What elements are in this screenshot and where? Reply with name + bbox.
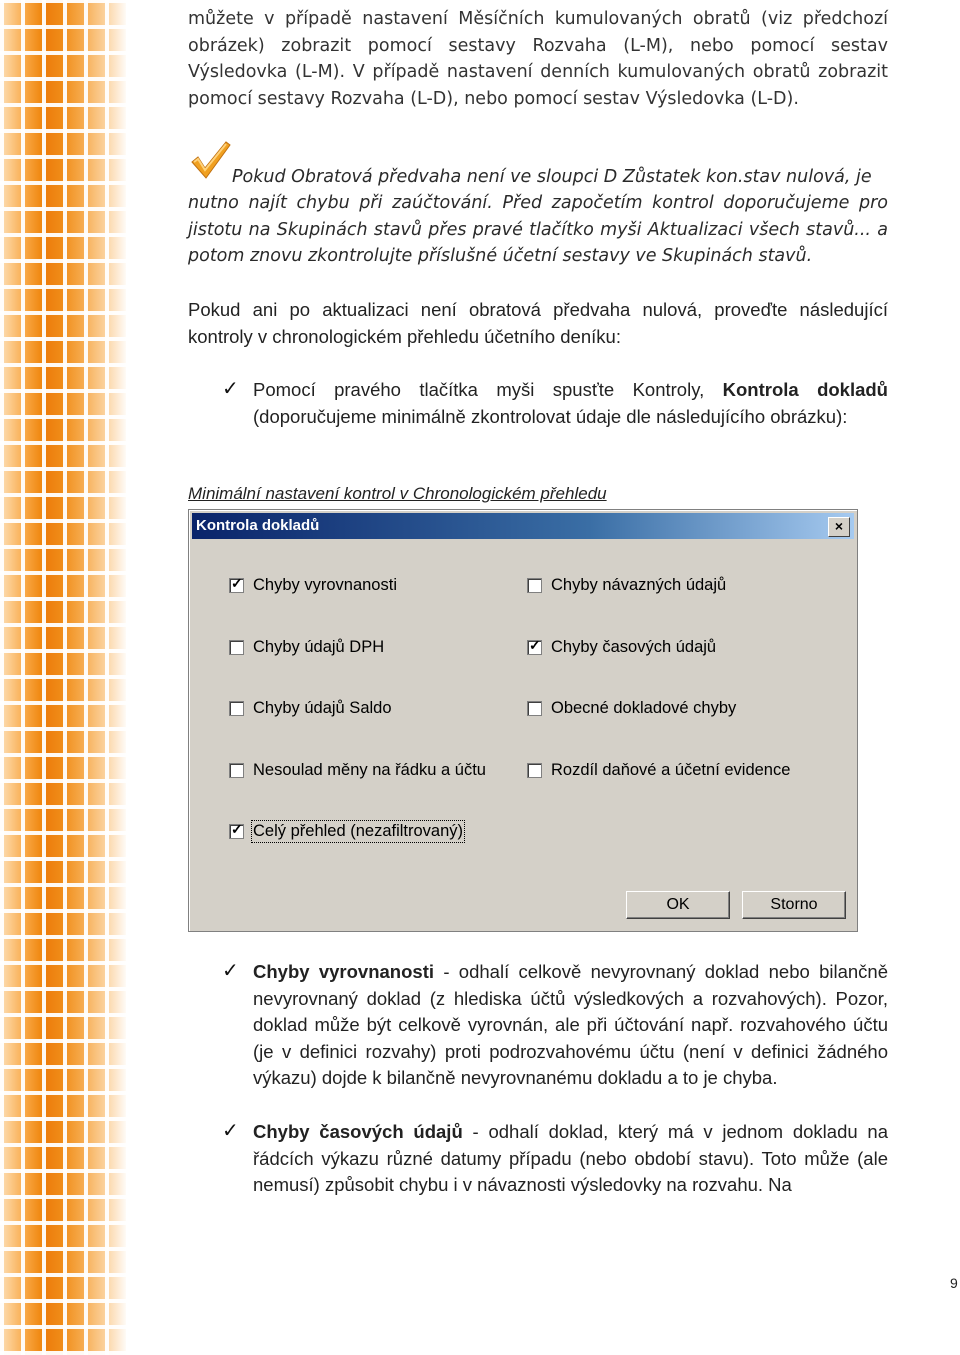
checkbox-label: Nesoulad měny na řádku a účtu: [253, 761, 486, 779]
decorative-stripe-grid: [0, 0, 128, 1355]
checkbox-nesoulad-meny[interactable]: [229, 761, 486, 780]
checkbox-chyby-casovych-udaju[interactable]: [527, 638, 716, 657]
checkbox-box[interactable]: [527, 637, 542, 655]
bullet-check-icon: ✓: [222, 960, 239, 982]
checkbox-chyby-udaju-dph[interactable]: [229, 638, 384, 657]
bullet2-text: - odhalí celkově nevyrovnaný doklad nebo bilančně nevyrovnaný doklad (z hlediska účtů výsledkových a rozvahových). Pozor, doklad může být celkově vyrovnán, ale při účtování např. rozvahového účtu (je v definici rozvahy) proti podrozvahovému účtu (není v definici žádného výkazu) dojde k bilančně nevyrovnanému dokladu a to je chyba.: [253, 961, 888, 1088]
checkbox-box[interactable]: [229, 701, 244, 716]
bullet1-bold: Kontrola dokladů: [722, 379, 888, 400]
checkbox-box[interactable]: [229, 575, 244, 593]
storno-button[interactable]: Storno: [742, 891, 846, 919]
checkbox-rozdil-danove-ucetni[interactable]: [527, 761, 790, 780]
checkbox-box[interactable]: [229, 821, 244, 839]
close-button[interactable]: ×: [828, 517, 850, 537]
bullet-check-icon: ✓: [222, 378, 239, 400]
bullet3-text: - odhalí doklad, který má v jednom dokladu na řádcích výkazu různé datumy případu (nebo období stavu). Toto může (ale nemusí) způsobit chybu i v návaznosti výsledovky na rozvahu. Na: [253, 1121, 889, 1195]
checkbox-label: Chyby údajů DPH: [253, 638, 385, 656]
check-mark-icon: ✓: [529, 637, 541, 653]
bullet-item-chyby-casovych-udaju: [253, 1119, 888, 1199]
checkbox-box[interactable]: [229, 640, 244, 655]
checkbox-chyby-udaju-saldo[interactable]: [229, 699, 392, 718]
checkmark-icon: [188, 138, 232, 184]
checkbox-box[interactable]: [527, 701, 542, 716]
checkbox-chyby-vyrovnanosti[interactable]: [229, 576, 397, 595]
checkbox-box[interactable]: [527, 578, 542, 593]
figure-caption: Minimální nastavení kontrol v Chronologickém přehledu: [188, 484, 607, 503]
checkbox-cely-prehled[interactable]: [229, 822, 463, 841]
bullet-item-run-controls: [253, 377, 888, 430]
check-mark-icon: ✓: [231, 575, 243, 591]
bullet1-suffix: (doporučujeme minimálně zkontrolovat údaje dle následujícího obrázku):: [253, 405, 848, 427]
checkbox-label: Obecné dokladové chyby: [551, 699, 737, 717]
checkbox-label: Chyby návazných údajů: [551, 576, 727, 594]
bullet1-prefix: Pomocí pravého tlačítka myši spusťte Kontroly,: [253, 379, 723, 400]
note-text: nutno najít chybu při zaúčtování. Před započetím kontrol doporučujeme pro jistotu na Skupinách stavů přes pravé tlačítko myši Aktualizaci všech stavů... a potom znovu zkontrolujte příslušné účetní sestavy ve Skupinách stavů.: [188, 193, 888, 266]
dialog-titlebar: [192, 513, 854, 539]
bullet-check-icon: ✓: [222, 1120, 239, 1142]
page-number: 9: [950, 1275, 958, 1291]
check-mark-icon: ✓: [231, 821, 243, 837]
checkbox-label: Chyby vyrovnanosti: [253, 576, 397, 594]
intro-paragraph: můžete v případě nastavení Měsíčních kumulovaných obratů (viz předchozí obrázek) zobrazit pomocí sestavy Rozvaha (L-M), nebo pomocí sestav Výsledovka (L-M). V případě nastavení denních kumulovaných obratů zobrazit pomocí sestavy Rozvaha (L-D), nebo pomocí sestav Výsledovka (L-D).: [188, 9, 888, 109]
note-first-line: Pokud Obratová předvaha není ve sloupci D Zůstatek kon.stav nulová, je: [232, 167, 872, 187]
paragraph-controls: Pokud ani po aktualizaci není obratová předvaha nulová, proveďte následující kontroly v chronologickém přehledu účetního deníku:: [188, 299, 888, 347]
bullet2-bold: Chyby vyrovnanosti: [253, 961, 435, 982]
bullet3-bold: Chyby časových údajů: [253, 1121, 463, 1142]
checkbox-label: Celý přehled (nezafiltrovaný): [253, 822, 464, 840]
bullet-item-chyby-vyrovnanosti: [253, 959, 888, 1092]
checkbox-box[interactable]: [229, 763, 244, 778]
checkbox-label: Chyby časových údajů: [551, 638, 717, 656]
checkbox-label: Rozdíl daňové a účetní evidence: [551, 761, 791, 779]
checkbox-obecne-dokladove-chyby[interactable]: [527, 699, 736, 718]
checkbox-chyby-navaznych-udaju[interactable]: [527, 576, 726, 595]
checkbox-box[interactable]: [527, 763, 542, 778]
checkbox-label: Chyby údajů Saldo: [253, 699, 392, 717]
ok-button[interactable]: OK: [626, 891, 730, 919]
kontrola-dokladu-dialog: [188, 509, 858, 932]
dialog-title: Kontrola dokladů: [196, 517, 320, 534]
